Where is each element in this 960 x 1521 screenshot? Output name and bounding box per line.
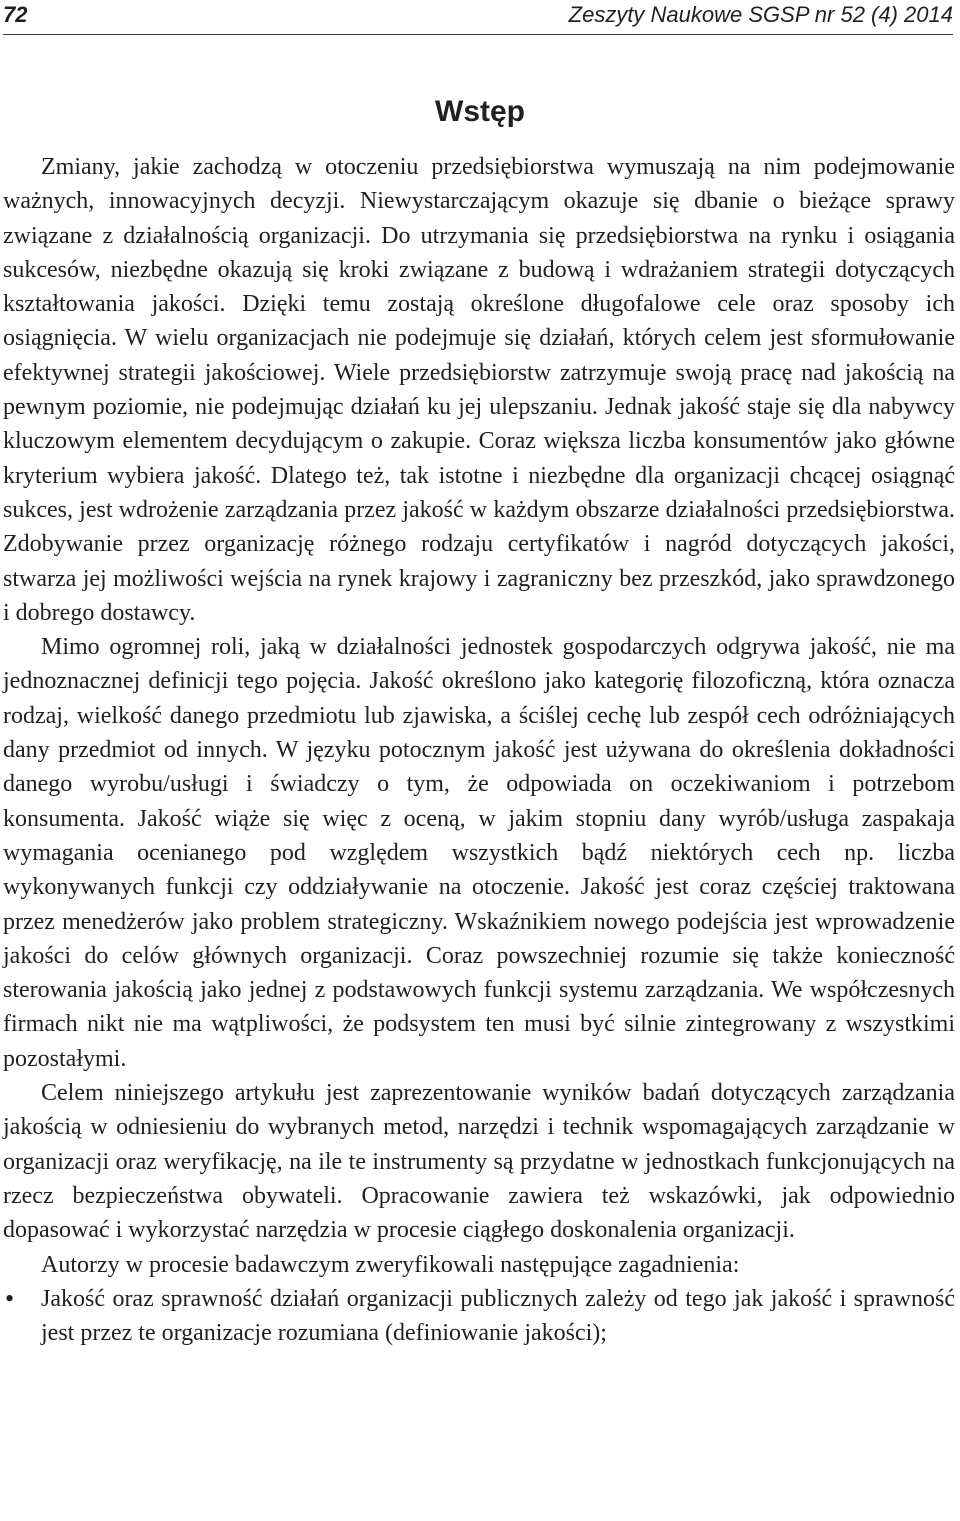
list-item [3, 1282, 955, 1351]
bullet-icon: • [5, 1283, 15, 1313]
paragraph-intro: Zmiany, jakie zachodzą w otoczeniu przedsiębiorstwa wymuszają na nim podejmowanie ważnych, innowacyjnych decyzji. Niewystarczającym okazuje się dbanie o bieżące sprawy związane z działalnością organizacji. Do utrzymania się przedsiębiorstwa na rynku i osiągania sukcesów, niezbędne okazują się kroki związane z budową i wdrażaniem strategii dotyczących kształtowania jakości. Dzięki temu zostają określone długofalowe cele oraz sposoby ich osiągnięcia. W wielu organizacjach nie podejmuje się działań, których celem jest sformułowanie efektywnej strategii jakościowej. Wiele przedsiębiorstw zatrzymuje swoją pracę nad jakością na pewnym poziomie, nie podejmując działań ku jej ulepszaniu. Jednak jakość staje się dla nabywcy kluczowym elementem decydującym o zakupie. Coraz większa liczba konsumentów jako główne kryterium wybiera jakość. Dlatego też, tak istotne i niezbędne dla organizacji chcącej osiągnąć sukces, jest wdrożenie zarządzania przez jakość w każdym obszarze działalności przedsiębiorstwa. Zdobywanie przez organizację różnego rodzaju certyfikatów i nagród dotyczących jakości, stwarza jej możliwości wejścia na rynek krajowy i zagraniczny bez przeszkód, jako sprawdzonego i dobrego dostawcy. [3, 154, 955, 626]
paragraph-quality-definition: Mimo ogromnej roli, jaką w działalności jednostek gospodarczych odgrywa jakość, nie ma jednoznacznej definicji tego pojęcia. Jakość określono jako kategorię filozoficzną, która oznacza rodzaj, wielkość danego przedmiotu lub zjawiska, a ściślej cechę lub zespół cech odróżniających dany przedmiot od innych. W języku potocznym jakość jest używana do określenia dokładności danego wyrobu/usługi i świadczy o tym, że odpowiada on oczekiwaniom i potrzebom konsumenta. Jakość wiąże się więc z oceną, w jakim stopniu dany wyrób/usługa zaspakaja wymagania ocenianego pod względem wszystkich bądź niektórych cech np. liczba wykonywanych funkcji czy oddziaływanie na otoczenie. Jakość jest coraz częściej traktowana przez menedżerów jako problem strategiczny. Wskaźnikiem nowego podejścia jest wprowadzenie jakości do celów głównych organizacji. Coraz powszechniej rozumie się także konieczność sterowania jakością jako jednej z podstawowych funkcji systemu zarządzania. We współczesnych firmach nikt nie ma wątpliwości, że podsystem ten musi być silnie zintegrowany z wszystkimi pozostałymi. [3, 634, 955, 1072]
page-number: 72 [3, 2, 28, 27]
section-title: Wstęp [435, 95, 525, 128]
running-header [3, 0, 953, 35]
research-issues-list [3, 1282, 955, 1351]
list-item-text: Jakość oraz sprawność działań organizacji publicznych zależy od tego jak jakość i sprawność jest przez te organizacje rozumiana (definiowanie jakości); [41, 1285, 955, 1347]
paragraph-article-aim: Celem niniejszego artykułu jest zaprezentowanie wyników badań dotyczących zarządzania jakością w odniesieniu do wybranych metod, narzędzi i technik wspomagających zarządzanie w organizacji oraz weryfikację, na ile te instrumenty są przydatne w jednostkach funkcjonujących na rzecz bezpieczeństwa obywateli. Opracowanie zawiera też wskazówki, jak odpowiednio dopasować i wykorzystać narzędzia w procesie ciągłego doskonalenia organizacji. [3, 1080, 955, 1244]
journal-title: Zeszyty Naukowe SGSP nr 52 (4) 2014 [568, 2, 953, 27]
article-body [3, 150, 955, 1350]
paragraph-research-questions: Autorzy w procesie badawczym zweryfikowali następujące zagadnienia: [41, 1251, 740, 1278]
